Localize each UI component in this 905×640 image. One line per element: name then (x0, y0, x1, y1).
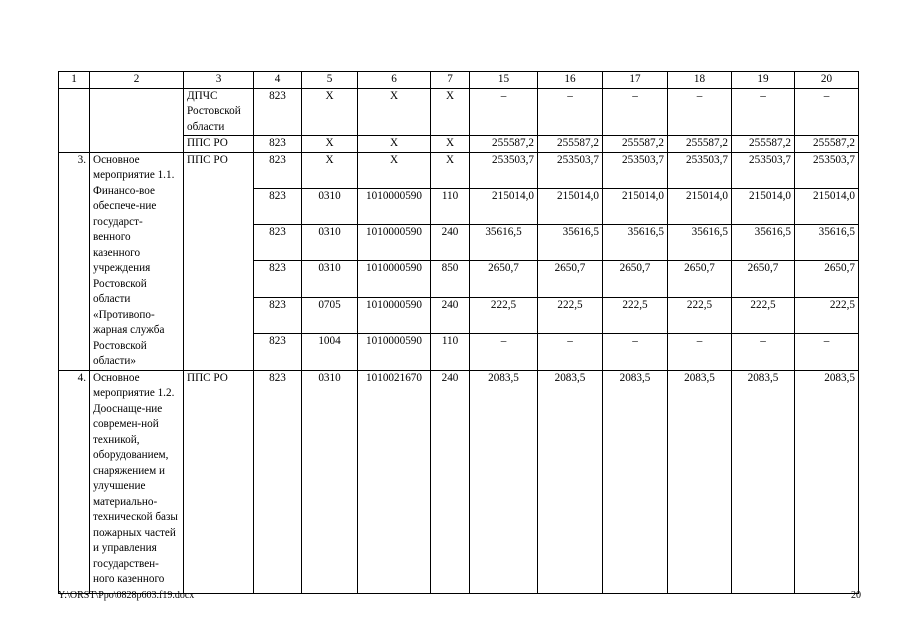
header-cell: 20 (795, 72, 859, 89)
row-number (59, 136, 90, 153)
value-cell: – (470, 334, 538, 370)
code-cell: 1010000590 (358, 261, 431, 297)
value-cell: – (470, 88, 538, 136)
value-cell: 255587,2 (668, 136, 732, 153)
value-cell: 255587,2 (795, 136, 859, 153)
value-cell: 253503,7 (470, 152, 538, 188)
responsible-cell: ДПЧС Ростовской области (184, 88, 254, 136)
value-cell: 2083,5 (732, 370, 795, 593)
table-row (59, 136, 859, 153)
value-cell: 215014,0 (732, 188, 795, 224)
code-cell: Х (358, 88, 431, 136)
code-cell: 240 (431, 370, 470, 593)
header-cell: 3 (184, 72, 254, 89)
value-cell: 253503,7 (603, 152, 668, 188)
value-cell: 2650,7 (470, 261, 538, 297)
code-cell: 1010000590 (358, 334, 431, 370)
value-cell: 253503,7 (795, 152, 859, 188)
code-cell: Х (431, 88, 470, 136)
value-cell: 2650,7 (732, 261, 795, 297)
code-cell: 1004 (302, 334, 358, 370)
code-cell: Х (431, 136, 470, 153)
code-cell: 0310 (302, 188, 358, 224)
code-cell: Х (431, 152, 470, 188)
code-cell: 823 (254, 152, 302, 188)
value-cell: 2650,7 (795, 261, 859, 297)
row-description (90, 88, 184, 136)
code-cell: 823 (254, 261, 302, 297)
value-cell: 2650,7 (603, 261, 668, 297)
row-description: Основное мероприятие 1.1. Финансо-вое обеспече-ние государст-венного казенного учреждения Ростовской области «Противопо-жарная служба Ростовской области» (90, 152, 184, 370)
code-cell: 823 (254, 334, 302, 370)
value-cell: 215014,0 (668, 188, 732, 224)
header-cell: 5 (302, 72, 358, 89)
value-cell: 2083,5 (538, 370, 603, 593)
footer-file-path: Y:\ORST\Ppo\0828p603.f19.docx (58, 590, 195, 601)
code-cell: 0310 (302, 225, 358, 261)
value-cell: – (732, 334, 795, 370)
value-cell: 215014,0 (795, 188, 859, 224)
code-cell: 0705 (302, 297, 358, 333)
code-cell: 823 (254, 225, 302, 261)
table-row (59, 88, 859, 136)
page-number: 20 (851, 590, 861, 601)
code-cell: 823 (254, 188, 302, 224)
value-cell: 253503,7 (538, 152, 603, 188)
value-cell: 222,5 (668, 297, 732, 333)
value-cell: 253503,7 (732, 152, 795, 188)
value-cell: 35616,5 (732, 225, 795, 261)
header-cell: 19 (732, 72, 795, 89)
row-number: 4. (59, 370, 90, 593)
header-cell: 2 (90, 72, 184, 89)
table-row (59, 152, 859, 188)
value-cell: 215014,0 (538, 188, 603, 224)
code-cell: 823 (254, 370, 302, 593)
value-cell: – (603, 334, 668, 370)
value-cell: 2083,5 (795, 370, 859, 593)
value-cell: 255587,2 (470, 136, 538, 153)
code-cell: Х (358, 136, 431, 153)
value-cell: – (668, 88, 732, 136)
value-cell: 2083,5 (603, 370, 668, 593)
header-cell: 6 (358, 72, 431, 89)
header-cell: 15 (470, 72, 538, 89)
value-cell: 255587,2 (603, 136, 668, 153)
header-cell: 17 (603, 72, 668, 89)
responsible-cell: ППС РО (184, 370, 254, 593)
code-cell: 1010000590 (358, 188, 431, 224)
responsible-cell: ППС РО (184, 136, 254, 153)
value-cell: 215014,0 (470, 188, 538, 224)
code-cell: 110 (431, 188, 470, 224)
code-cell: 1010000590 (358, 225, 431, 261)
code-cell: Х (302, 136, 358, 153)
value-cell: – (795, 334, 859, 370)
row-description (90, 136, 184, 153)
code-cell: 0310 (302, 370, 358, 593)
header-cell: 1 (59, 72, 90, 89)
value-cell: – (795, 88, 859, 136)
code-cell: 823 (254, 88, 302, 136)
code-cell: 110 (431, 334, 470, 370)
code-cell: 1010000590 (358, 297, 431, 333)
value-cell: 35616,5 (668, 225, 732, 261)
value-cell: – (668, 334, 732, 370)
code-cell: 850 (431, 261, 470, 297)
value-cell: 255587,2 (538, 136, 603, 153)
value-cell: 35616,5 (795, 225, 859, 261)
value-cell: 222,5 (470, 297, 538, 333)
budget-table (58, 71, 859, 594)
row-number: 3. (59, 152, 90, 370)
value-cell: 215014,0 (603, 188, 668, 224)
value-cell: 2083,5 (668, 370, 732, 593)
value-cell: 255587,2 (732, 136, 795, 153)
table-header-row (59, 72, 859, 89)
value-cell: 2083,5 (470, 370, 538, 593)
row-number (59, 88, 90, 136)
value-cell: – (603, 88, 668, 136)
code-cell: 0310 (302, 261, 358, 297)
code-cell: 823 (254, 297, 302, 333)
value-cell: 35616,5 (470, 225, 538, 261)
value-cell: 222,5 (732, 297, 795, 333)
value-cell: – (538, 334, 603, 370)
value-cell: – (538, 88, 603, 136)
code-cell: 823 (254, 136, 302, 153)
header-cell: 7 (431, 72, 470, 89)
value-cell: 2650,7 (668, 261, 732, 297)
value-cell: 222,5 (603, 297, 668, 333)
value-cell: 222,5 (795, 297, 859, 333)
table-row (59, 370, 859, 593)
header-cell: 16 (538, 72, 603, 89)
code-cell: Х (302, 88, 358, 136)
header-cell: 18 (668, 72, 732, 89)
value-cell: – (732, 88, 795, 136)
code-cell: 240 (431, 297, 470, 333)
value-cell: 2650,7 (538, 261, 603, 297)
code-cell: 1010021670 (358, 370, 431, 593)
row-description: Основное мероприятие 1.2. Дооснаще-ние современ-ной техникой, оборудованием, снаряжением и улучшение материально-технической базы пожарных частей и управления государствен-ного казенного (90, 370, 184, 593)
value-cell: 35616,5 (603, 225, 668, 261)
code-cell: Х (302, 152, 358, 188)
value-cell: 222,5 (538, 297, 603, 333)
value-cell: 253503,7 (668, 152, 732, 188)
value-cell: 35616,5 (538, 225, 603, 261)
responsible-cell: ППС РО (184, 152, 254, 370)
code-cell: Х (358, 152, 431, 188)
code-cell: 240 (431, 225, 470, 261)
header-cell: 4 (254, 72, 302, 89)
